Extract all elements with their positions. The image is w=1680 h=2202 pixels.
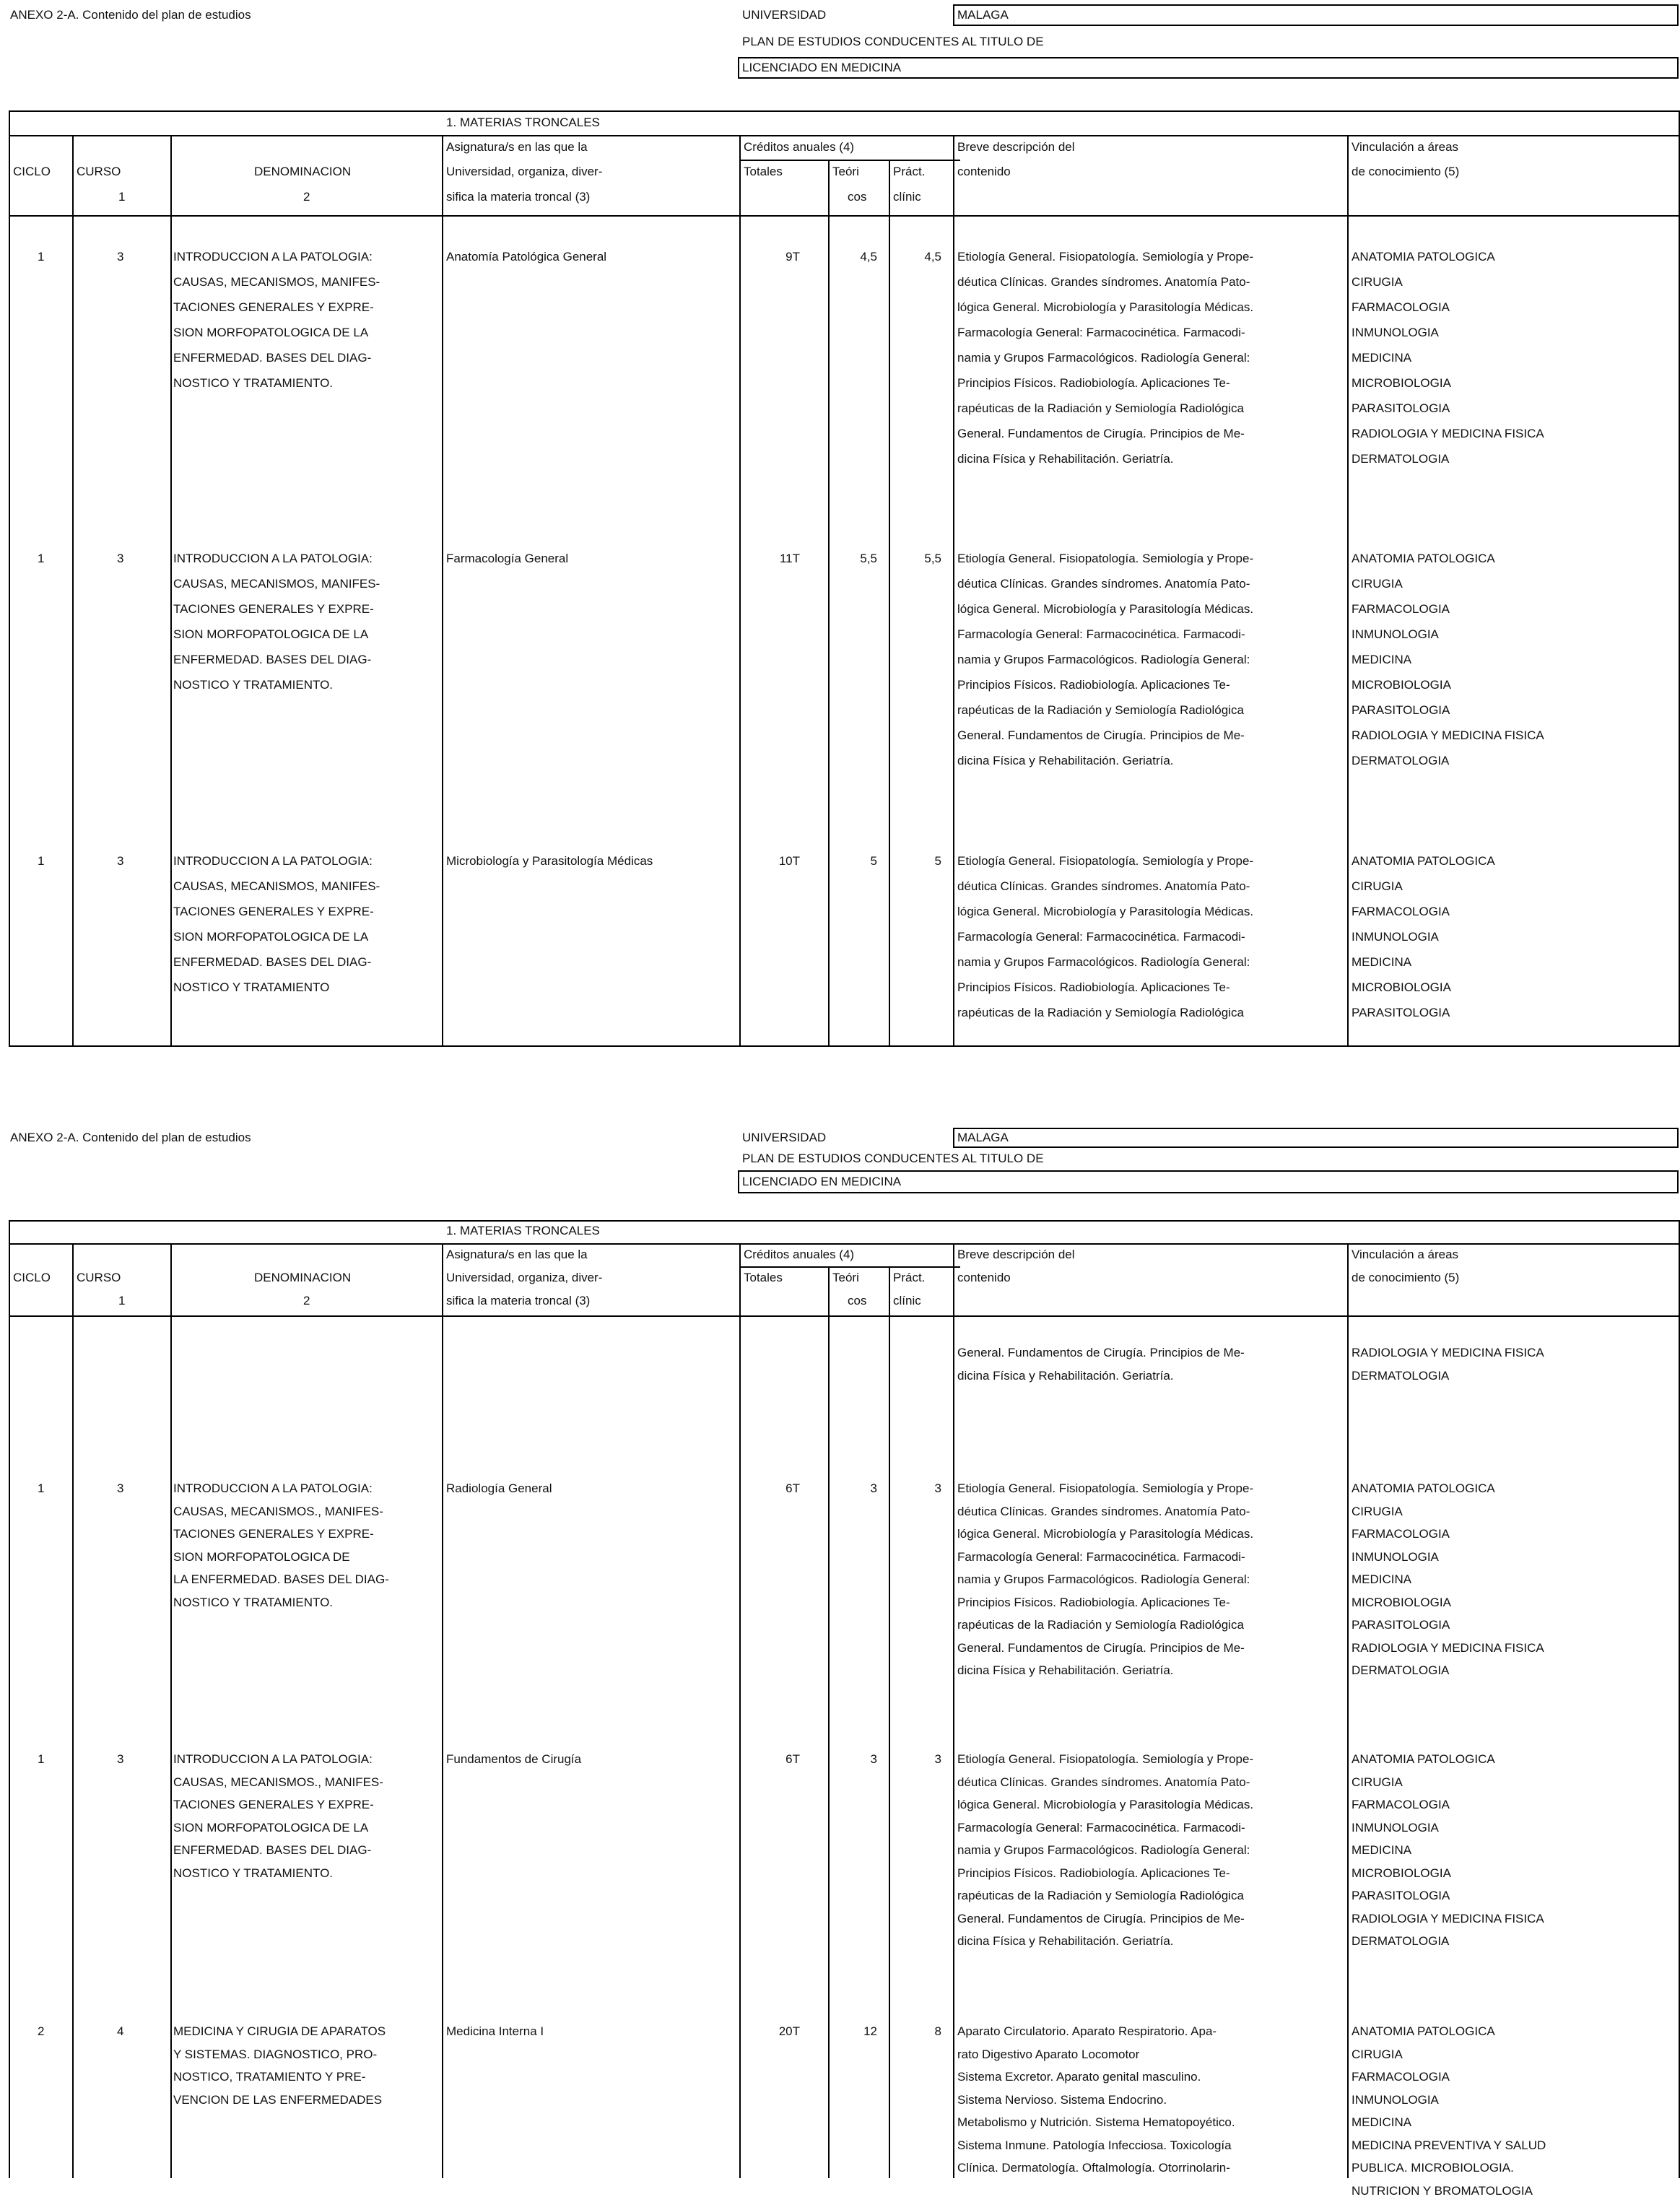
cell-descripcion: Etiología General. Fisiopatología. Semiología y Prope- déutica Clínicas. Grandes síndromes. Anatomía Pato- lógica General. Microbiología y Parasitología Médicas. Farmacología General: Farmacocinética. Farmacodi- namia y Grupos Farmacológicos. Radiología General: Principios Físicos. Radiobiología. Aplicaciones Te- rapéuticas de la Radiación y Semiología Radiológica General. Fundamentos de Cirugía. Principios de Me- dicina Física y Rehabilitación. Geriatría. xyxy=(957,250,1254,466)
cell-descripcion: General. Fundamentos de Cirugía. Principios de Me- dicina Física y Rehabilitación. Geriatría. xyxy=(957,1346,1245,1383)
cell-denominacion: INTRODUCCION A LA PATOLOGIA: CAUSAS, MECANISMOS, MANIFES- TACIONES GENERALES Y EXPRE- SION MORFOPATOLOGICA DE LA ENFERMEDAD. BASES DEL DIAG- NOSTICO Y TRATAMIENTO. xyxy=(173,552,380,692)
cell-descripcion: Etiología General. Fisiopatología. Semiología y Prope- déutica Clínicas. Grandes síndromes. Anatomía Pato- lógica General. Microbiología y Parasitología Médicas. Farmacología General: Farmacocinética. Farmacodi- namia y Grupos Farmacológicos. Radiología General: Principios Físicos. Radiobiología. Aplicaciones Te- rapéuticas de la Radiación y Semiología Radiológica General. Fundamentos de Cirugía. Principios de Me- dicina Física y Rehabilitación. Geriatría. xyxy=(957,1481,1254,1677)
col-areas-1: Vinculación a áreas xyxy=(1352,1248,1459,1261)
cell-asignatura: Anatomía Patológica General xyxy=(446,250,607,264)
cell-ciclo: 1 xyxy=(38,552,45,565)
col-asignatura-1: Asignatura/s en las que la xyxy=(446,140,588,154)
col-practicos-2: clínic xyxy=(893,1294,921,1307)
col-asignatura-3: sifica la materia troncal (3) xyxy=(446,190,591,204)
cell-areas: ANATOMIA PATOLOGICA CIRUGIA FARMACOLOGIA INMUNOLOGIA MEDICINA MICROBIOLOGIA PARASITOLOGIA RADIOLOGIA Y MEDICINA FISICA DERMATOLOGIA xyxy=(1352,250,1544,466)
cell-ciclo: 2 xyxy=(38,2024,45,2038)
col-ciclo: CICLO xyxy=(13,165,51,178)
cell-areas: RADIOLOGIA Y MEDICINA FISICA DERMATOLOGIA xyxy=(1352,1346,1544,1383)
universidad-value: MALAGA xyxy=(953,1128,1679,1148)
col-descripcion-2: contenido xyxy=(957,165,1011,178)
cell-denominacion: INTRODUCCION A LA PATOLOGIA: CAUSAS, MECANISMOS., MANIFES- TACIONES GENERALES Y EXPRE- SION MORFOPATOLOGICA DE LA ENFERMEDAD. BASES DEL DIAG- NOSTICO Y TRATAMIENTO. xyxy=(173,1752,383,1880)
cell-curso: 4 xyxy=(117,2024,124,2038)
cell-asignatura: Fundamentos de Cirugía xyxy=(446,1752,582,1766)
cell-curso: 3 xyxy=(117,854,124,868)
col-areas-2: de conocimiento (5) xyxy=(1352,1271,1460,1284)
cell-ciclo: 1 xyxy=(38,250,45,264)
cell-curso: 3 xyxy=(117,250,124,264)
cell-teoricos: 3 xyxy=(870,1752,877,1766)
col-curso: CURSO xyxy=(77,165,121,178)
col-teoricos-2: cos xyxy=(848,190,867,204)
cell-asignatura: Farmacología General xyxy=(446,552,569,565)
cell-totales: 6T xyxy=(785,1752,800,1766)
col-denominacion-num: 2 xyxy=(303,1294,310,1307)
col-totales: Totales xyxy=(744,165,783,178)
cell-curso: 3 xyxy=(117,552,124,565)
plan-label: PLAN DE ESTUDIOS CONDUCENTES AL TITULO DE xyxy=(742,35,1044,48)
universidad-label: UNIVERSIDAD xyxy=(742,1131,827,1144)
cell-curso: 3 xyxy=(117,1481,124,1495)
col-teoricos-2: cos xyxy=(848,1294,867,1307)
cell-areas: ANATOMIA PATOLOGICA CIRUGIA FARMACOLOGIA INMUNOLOGIA MEDICINA MICROBIOLOGIA PARASITOLOGIA RADIOLOGIA Y MEDICINA FISICA DERMATOLOGIA xyxy=(1352,552,1544,767)
cell-teoricos: 3 xyxy=(870,1481,877,1495)
cell-practicos: 3 xyxy=(934,1752,941,1766)
col-curso-num: 1 xyxy=(118,190,126,204)
col-areas-2: de conocimiento (5) xyxy=(1352,165,1460,178)
col-areas-1: Vinculación a áreas xyxy=(1352,140,1459,154)
cell-asignatura: Radiología General xyxy=(446,1481,552,1495)
cell-teoricos: 5,5 xyxy=(860,552,877,565)
col-descripcion-1: Breve descripción del xyxy=(957,1248,1075,1261)
col-asignatura-2: Universidad, organiza, diver- xyxy=(446,165,603,178)
cell-teoricos: 5 xyxy=(870,854,877,868)
col-descripcion-2: contenido xyxy=(957,1271,1011,1284)
cell-areas: ANATOMIA PATOLOGICA CIRUGIA FARMACOLOGIA INMUNOLOGIA MEDICINA MEDICINA PREVENTIVA Y SALUD PUBLICA. MICROBIOLOGIA. NUTRICION Y BROMATOLOGIA xyxy=(1352,2024,1546,2198)
cell-ciclo: 1 xyxy=(38,1481,45,1495)
col-curso-num: 1 xyxy=(118,1294,126,1307)
page-2 xyxy=(0,1118,1680,2198)
cell-descripcion: Etiología General. Fisiopatología. Semiología y Prope- déutica Clínicas. Grandes síndromes. Anatomía Pato- lógica General. Microbiología y Parasitología Médicas. Farmacología General: Farmacocinética. Farmacodi- namia y Grupos Farmacológicos. Radiología General: Principios Físicos. Radiobiología. Aplicaciones Te- rapéuticas de la Radiación y Semiología Radiológica General. Fundamentos de Cirugía. Principios de Me- dicina Física y Rehabilitación. Geriatría. xyxy=(957,552,1254,767)
col-totales: Totales xyxy=(744,1271,783,1284)
cell-areas: ANATOMIA PATOLOGICA CIRUGIA FARMACOLOGIA INMUNOLOGIA MEDICINA MICROBIOLOGIA PARASITOLOGIA RADIOLOGIA Y MEDICINA FISICA DERMATOLOGIA xyxy=(1352,1752,1544,1948)
cell-teoricos: 4,5 xyxy=(860,250,877,264)
cell-ciclo: 1 xyxy=(38,854,45,868)
cell-ciclo: 1 xyxy=(38,1752,45,1766)
titulo-value: LICENCIADO EN MEDICINA xyxy=(738,57,1679,79)
col-asignatura-3: sifica la materia troncal (3) xyxy=(446,1294,591,1307)
col-denominacion: DENOMINACION xyxy=(254,1271,352,1284)
col-teoricos-1: Teóri xyxy=(832,165,859,178)
cell-areas: ANATOMIA PATOLOGICA CIRUGIA FARMACOLOGIA INMUNOLOGIA MEDICINA MICROBIOLOGIA PARASITOLOGIA xyxy=(1352,854,1495,1019)
cell-totales: 20T xyxy=(778,2024,800,2038)
col-practicos-1: Práct. xyxy=(893,1271,926,1284)
cell-curso: 3 xyxy=(117,1752,124,1766)
cell-totales: 9T xyxy=(785,250,800,264)
col-asignatura-2: Universidad, organiza, diver- xyxy=(446,1271,603,1284)
col-denominacion: DENOMINACION xyxy=(254,165,352,178)
cell-practicos: 4,5 xyxy=(924,250,941,264)
cell-descripcion: Etiología General. Fisiopatología. Semiología y Prope- déutica Clínicas. Grandes síndromes. Anatomía Pato- lógica General. Microbiología y Parasitología Médicas. Farmacología General: Farmacocinética. Farmacodi- namia y Grupos Farmacológicos. Radiología General: Principios Físicos. Radiobiología. Aplicaciones Te- rapéuticas de la Radiación y Semiología Radiológica General. Fundamentos de Cirugía. Principios de Me- dicina Física y Rehabilitación. Geriatría. xyxy=(957,1752,1254,1948)
cell-denominacion: MEDICINA Y CIRUGIA DE APARATOS Y SISTEMAS. DIAGNOSTICO, PRO- NOSTICO, TRATAMIENTO Y PRE- VENCION DE LAS ENFERMEDADES xyxy=(173,2024,386,2107)
col-creditos: Créditos anuales (4) xyxy=(744,1248,855,1261)
col-practicos-1: Práct. xyxy=(893,165,926,178)
cell-asignatura: Medicina Interna I xyxy=(446,2024,544,2038)
section-title: 1. MATERIAS TRONCALES xyxy=(446,1224,600,1237)
cell-descripcion: Aparato Circulatorio. Aparato Respiratorio. Apa- rato Digestivo Aparato Locomotor Sistema Excretor. Aparato genital masculino. Sistema Nervioso. Sistema Endocrino. Metabolismo y Nutrición. Sistema Hematopoyético. Sistema Inmune. Patología Infecciosa. Toxicología Clínica. Dermatología. Oftalmología. Otorrinolarin- xyxy=(957,2024,1235,2175)
annex-title: ANEXO 2-A. Contenido del plan de estudios xyxy=(10,1131,251,1144)
section-title: 1. MATERIAS TRONCALES xyxy=(446,116,600,129)
cell-practicos: 8 xyxy=(934,2024,941,2038)
cell-totales: 6T xyxy=(785,1481,800,1495)
materias-table xyxy=(9,1220,1680,2198)
cell-denominacion: INTRODUCCION A LA PATOLOGIA: CAUSAS, MECANISMOS, MANIFES- TACIONES GENERALES Y EXPRE- SION MORFOPATOLOGICA DE LA ENFERMEDAD. BASES DEL DIAG- NOSTICO Y TRATAMIENTO. xyxy=(173,250,380,390)
cell-areas: ANATOMIA PATOLOGICA CIRUGIA FARMACOLOGIA INMUNOLOGIA MEDICINA MICROBIOLOGIA PARASITOLOGIA RADIOLOGIA Y MEDICINA FISICA DERMATOLOGIA xyxy=(1352,1481,1544,1677)
cell-denominacion: INTRODUCCION A LA PATOLOGIA: CAUSAS, MECANISMOS., MANIFES- TACIONES GENERALES Y EXPRE- SION MORFOPATOLOGICA DE LA ENFERMEDAD. BASES DEL DIAG- NOSTICO Y TRATAMIENTO. xyxy=(173,1481,389,1609)
cell-descripcion: Etiología General. Fisiopatología. Semiología y Prope- déutica Clínicas. Grandes síndromes. Anatomía Pato- lógica General. Microbiología y Parasitología Médicas. Farmacología General: Farmacocinética. Farmacodi- namia y Grupos Farmacológicos. Radiología General: Principios Físicos. Radiobiología. Aplicaciones Te- rapéuticas de la Radiación y Semiología Radiológica xyxy=(957,854,1254,1019)
col-practicos-2: clínic xyxy=(893,190,921,204)
cell-practicos: 5 xyxy=(934,854,941,868)
universidad-value: MALAGA xyxy=(953,4,1679,26)
col-curso: CURSO xyxy=(77,1271,121,1284)
cell-teoricos: 12 xyxy=(863,2024,877,2038)
col-descripcion-1: Breve descripción del xyxy=(957,140,1075,154)
cell-practicos: 3 xyxy=(934,1481,941,1495)
col-denominacion-num: 2 xyxy=(303,190,310,204)
col-creditos: Créditos anuales (4) xyxy=(744,140,855,154)
materias-table xyxy=(9,110,1680,1047)
cell-practicos: 5,5 xyxy=(924,552,941,565)
col-ciclo: CICLO xyxy=(13,1271,51,1284)
cell-denominacion: INTRODUCCION A LA PATOLOGIA: CAUSAS, MECANISMOS, MANIFES- TACIONES GENERALES Y EXPRE- SION MORFOPATOLOGICA DE LA ENFERMEDAD. BASES DEL DIAG- NOSTICO Y TRATAMIENTO xyxy=(173,854,380,994)
universidad-label: UNIVERSIDAD xyxy=(742,8,827,22)
page-1 xyxy=(0,0,1680,1054)
col-asignatura-1: Asignatura/s en las que la xyxy=(446,1248,588,1261)
cell-asignatura: Microbiología y Parasitología Médicas xyxy=(446,854,653,868)
col-teoricos-1: Teóri xyxy=(832,1271,859,1284)
titulo-value: LICENCIADO EN MEDICINA xyxy=(738,1170,1679,1193)
plan-label: PLAN DE ESTUDIOS CONDUCENTES AL TITULO DE xyxy=(742,1152,1044,1165)
annex-title: ANEXO 2-A. Contenido del plan de estudios xyxy=(10,8,251,22)
cell-totales: 11T xyxy=(779,552,800,565)
cell-totales: 10T xyxy=(778,854,800,868)
